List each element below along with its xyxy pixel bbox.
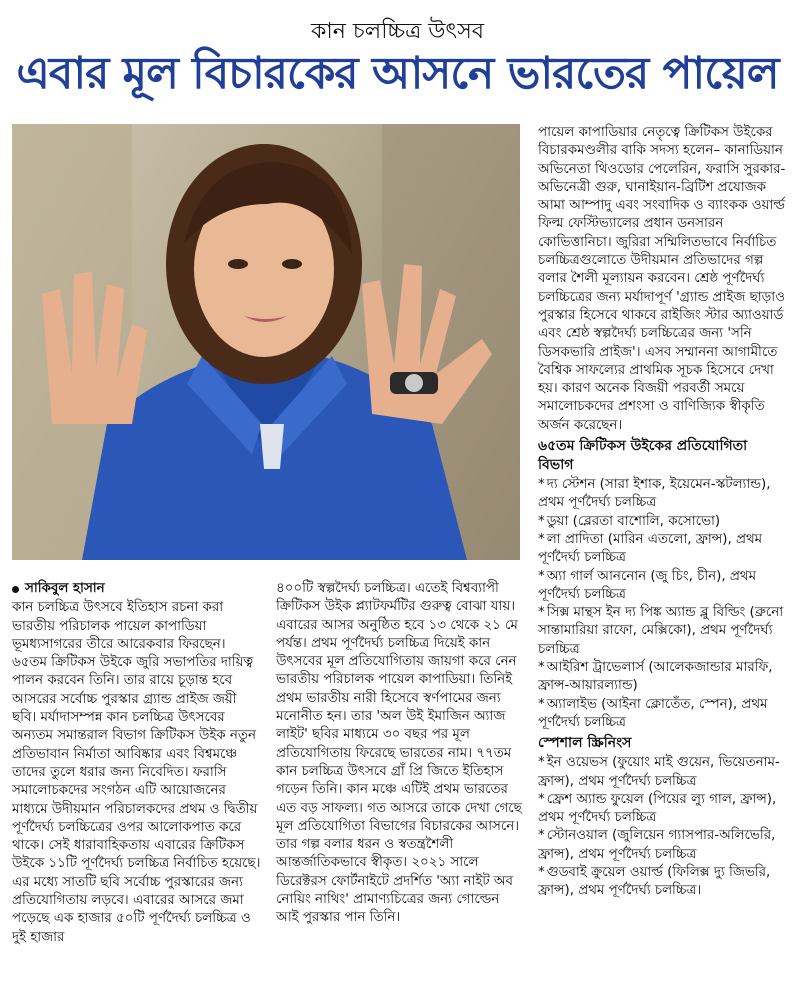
article-column-3	[538, 124, 786, 901]
competition-list	[538, 476, 786, 732]
list-item: * ইন ওয়েভস (ফুয়োং মাই গুয়েন, ভিয়েতনাম-ফ্রান্স), প্রথম পূর্ণদৈর্ঘ্য চলচ্চিত্র	[538, 755, 780, 789]
bullet-star-icon: *	[538, 755, 545, 771]
special-list	[538, 754, 786, 900]
list-item: * অ্যালাইভ (আইনা ক্লোতেঁত, স্পেন), প্রথম পূর্ণদৈর্ঘ্য চলচ্চিত্র	[538, 696, 768, 730]
bullet-star-icon: *	[538, 696, 545, 712]
bullet-dot-icon	[12, 586, 19, 593]
list-item: * সিক্স মান্থস ইন দ্য পিঙ্ক অ্যান্ড ব্লু বিল্ডিং (ব্রুনো সান্তামারিয়া রাফো, মেক্সিকো), প্রথম পূর্ণদৈর্ঘ্য চলচ্চিত্র	[538, 605, 784, 657]
bullet-star-icon: *	[538, 791, 545, 807]
bullet-star-icon: *	[538, 513, 545, 529]
list-item: * ডুয়া (ব্লেরতা বাশোলি, কসোভো)	[538, 513, 721, 529]
article-column-1	[12, 580, 264, 947]
list-item: * ফ্রেশ অ্যান্ড ফুয়েল (পিয়ের ল্যু গাল, ফ্রান্স), প্রথম পূর্ণদৈর্ঘ্য চলচ্চিত্র	[538, 791, 777, 826]
headline: এবার মূল বিচারকের আসনে ভারতের পায়েল	[16, 48, 779, 99]
section-subhead-special: স্পেশাল স্ক্রিনিংস	[538, 735, 632, 752]
portrait-photo	[12, 124, 520, 560]
list-item: * দ্য স্টেশন (সারা ইশাক, ইয়েমেন-স্কটল্যান্ড), প্রথম পূর্ণদৈর্ঘ্য চলচ্চিত্র	[538, 477, 771, 511]
bullet-star-icon: *	[538, 531, 545, 547]
article-text-col1: কান চলচ্চিত্র উৎসবে ইতিহাস রচনা করা ভারতীয় পরিচালক পায়েল কাপাডিয়া ভূমধ্যসাগরের তীরে আরেকবার ফিরছেন। ৬৫তম ক্রিটিকস উইকে জুরি সভাপতির দায়িত্ব পালন করবেন তিনি। তার রায়ে চূড়ান্ত হবে আসরের সর্বোচ্চ পুরস্কার গ্র্যান্ড প্রাইজ জয়ী ছবি। মর্যাদাসম্পন্ন কান চলচ্চিত্র উৎসবের অন্যতম সমান্তরাল বিভাগ ক্রিটিকস উইক নতুন প্রতিভাবান নির্মাতা আবিষ্কার এবং বিশ্বমঞ্চে তাদের তুলে ধরার জন্য নিবেদিত। ফরাসি সমালোচকদের সংগঠন এটি আয়োজনের মাধ্যমে উদীয়মান পরিচালকদের প্রথম ও দ্বিতীয় পূর্ণদৈর্ঘ্য চলচ্চিত্রের ওপর আলোকপাত করে থাকে। সেই ধারাবাহিকতায় এবারের ক্রিটিকস উইকে ১১টি পূর্ণদৈর্ঘ্য চলচ্চিত্র নির্বাচিত হয়েছে। এর মধ্যে সাতটি ছবি সর্বোচ্চ পুরস্কারের জন্য প্রতিযোগিতায় লড়বে। এবারের আসরে জমা পড়েছে এক হাজার ৫০টি পূর্ণদৈর্ঘ্য চলচ্চিত্র ও দুই হাজার	[12, 600, 261, 945]
article-text-col3: পায়েল কাপাডিয়ার নেতৃত্বে ক্রিটিকস উইকের বিচারকমণ্ডলীর বাকি সদস্য হলেন– কানাডিয়ান অভিনেতা থিওডোর পেলেরিন, ফরাসি সুরকার-অভিনেত্রী গুরু, ঘানাইয়ান-ব্রিটিশ প্রযোজক আমা আম্পাদু এবং সংবাদিক ও ব্যাংকক ওয়ার্ল্ড ফিল্ম ফেস্টিভ্যালের প্রধান ডনসারন কোভিত্তানিচা। জুরিরা সম্মিলিতভাবে নির্বাচিত চলচ্চিত্রগুলোতে উদীয়মান প্রতিভাদের গল্প বলার শৈলী মূল্যায়ন করবেন। শ্রেষ্ঠ পূর্ণদৈর্ঘ্য চলচ্চিত্রের জন্য মর্যাদাপূর্ণ 'গ্র্যান্ড প্রাইজ ছাড়াও পুরস্কার হিসেবে থাকবে রাইজিং স্টার অ্যাওয়ার্ড এবং শ্রেষ্ঠ স্বল্পদৈর্ঘ্য চলচ্চিত্রের জন্য 'সনি ডিসকভারি প্রাইজ'। এসব সম্মাননা আগামীতে বৈশ্বিক সাফল্যের প্রাথমিক সূচক হিসেবে দেখা হয়। কারণ অনেক বিজয়ী পরবর্তী সময়ে সমালোচকদের প্রশংসা ও বাণিজ্যিক স্বীকৃতি অর্জন করেছেন।	[538, 125, 786, 433]
article-column-2	[276, 580, 522, 928]
section-subhead-competition: ৬৫তম ক্রিটিকস উইকের প্রতিযোগিতা বিভাগ	[538, 438, 748, 474]
list-item: * স্টোনওয়াল (জুলিয়েন গ্যাসপার-অলিভেরি, ফ্রান্স), প্রথম পূর্ণদৈর্ঘ্য চলচ্চিত্র	[538, 828, 776, 862]
article-text-col2: ৪০০টি স্বল্পদৈর্ঘ্য চলচ্চিত্র। এতেই বিশ্বব্যাপী ক্রিটিকস উইক প্ল্যাটফর্মটির গুরুত্ব বোঝা যায়। এবারের আসর অনুষ্ঠিত হবে ১৩ থেকে ২১ মে পর্যন্ত। প্রথম পূর্ণদৈর্ঘ্য চলচ্চিত্র দিয়েই কান উৎসবের মূল প্রতিযোগিতায় জায়গা করে নেন ভারতীয় পরিচালক পায়েল কাপাডিয়া। তিনিই প্রথম ভারতীয় নারী হিসেবে স্বর্ণপামের জন্য মনোনীত হন। তার 'অল উই ইমাজিন অ্যাজ লাইট' ছবির মাধ্যমে ৩০ বছর পর মূল প্রতিযোগিতায় ফিরেছে ভারতের নাম। ৭৭তম কান চলচ্চিত্র উৎসবে গ্রাঁ প্রি জিতে ইতিহাস গড়েন তিনি। কান মঞ্চে এটিই প্রথম ভারতের এত বড় সাফল্য। গত আসরে তাকে দেখা গেছে মূল প্রতিযোগিতা বিভাগের বিচারকের আসনে। তার গল্প বলার ধরন ও স্বতন্ত্রশৈলী আন্তর্জাতিকভাবে স্বীকৃত। ২০২১ সালে ডিরেক্টরস ফোর্টনাইটে প্রদর্শিত 'অ্যা নাইট অব নোয়িং নাথিং' প্রামাণ্যচিত্রের জন্য গোল্ডেন আই পুরস্কার পান তিনি।	[276, 581, 522, 926]
list-item: * গুডবাই ক্রুয়েল ওয়ার্ল্ড (ফিলিক্স দ্যু জিভরি, ফ্রান্স), প্রথম পূর্ণদৈর্ঘ্য চলচ্চিত্র।	[538, 864, 771, 899]
bullet-star-icon: *	[538, 828, 545, 844]
list-item: * আইরিশ ট্রাভেলার্স (আলেকজান্ডার মারফি, ফ্রান্স-আয়ারল্যান্ড)	[538, 660, 773, 694]
byline	[12, 580, 264, 598]
bullet-star-icon: *	[538, 660, 545, 676]
list-item: * লা প্রাদিতা (মারিন এতলো, ফ্রান্স), প্রথম পূর্ণদৈর্ঘ্য চলচ্চিত্র	[538, 531, 763, 566]
bullet-star-icon: *	[538, 477, 545, 493]
bullet-star-icon: *	[538, 568, 545, 584]
byline-name: সাকিবুল হাসান	[25, 581, 105, 596]
bullet-star-icon: *	[538, 864, 545, 880]
list-item: * অ্যা গার্ল আননোন (জু চিং, চীন), প্রথম পূর্ণদৈর্ঘ্য চলচ্চিত্র	[538, 568, 757, 602]
section-kicker: কান চলচ্চিত্র উৎসব	[311, 19, 484, 44]
portrait-photo-icon	[12, 124, 520, 560]
bullet-star-icon: *	[538, 605, 545, 621]
